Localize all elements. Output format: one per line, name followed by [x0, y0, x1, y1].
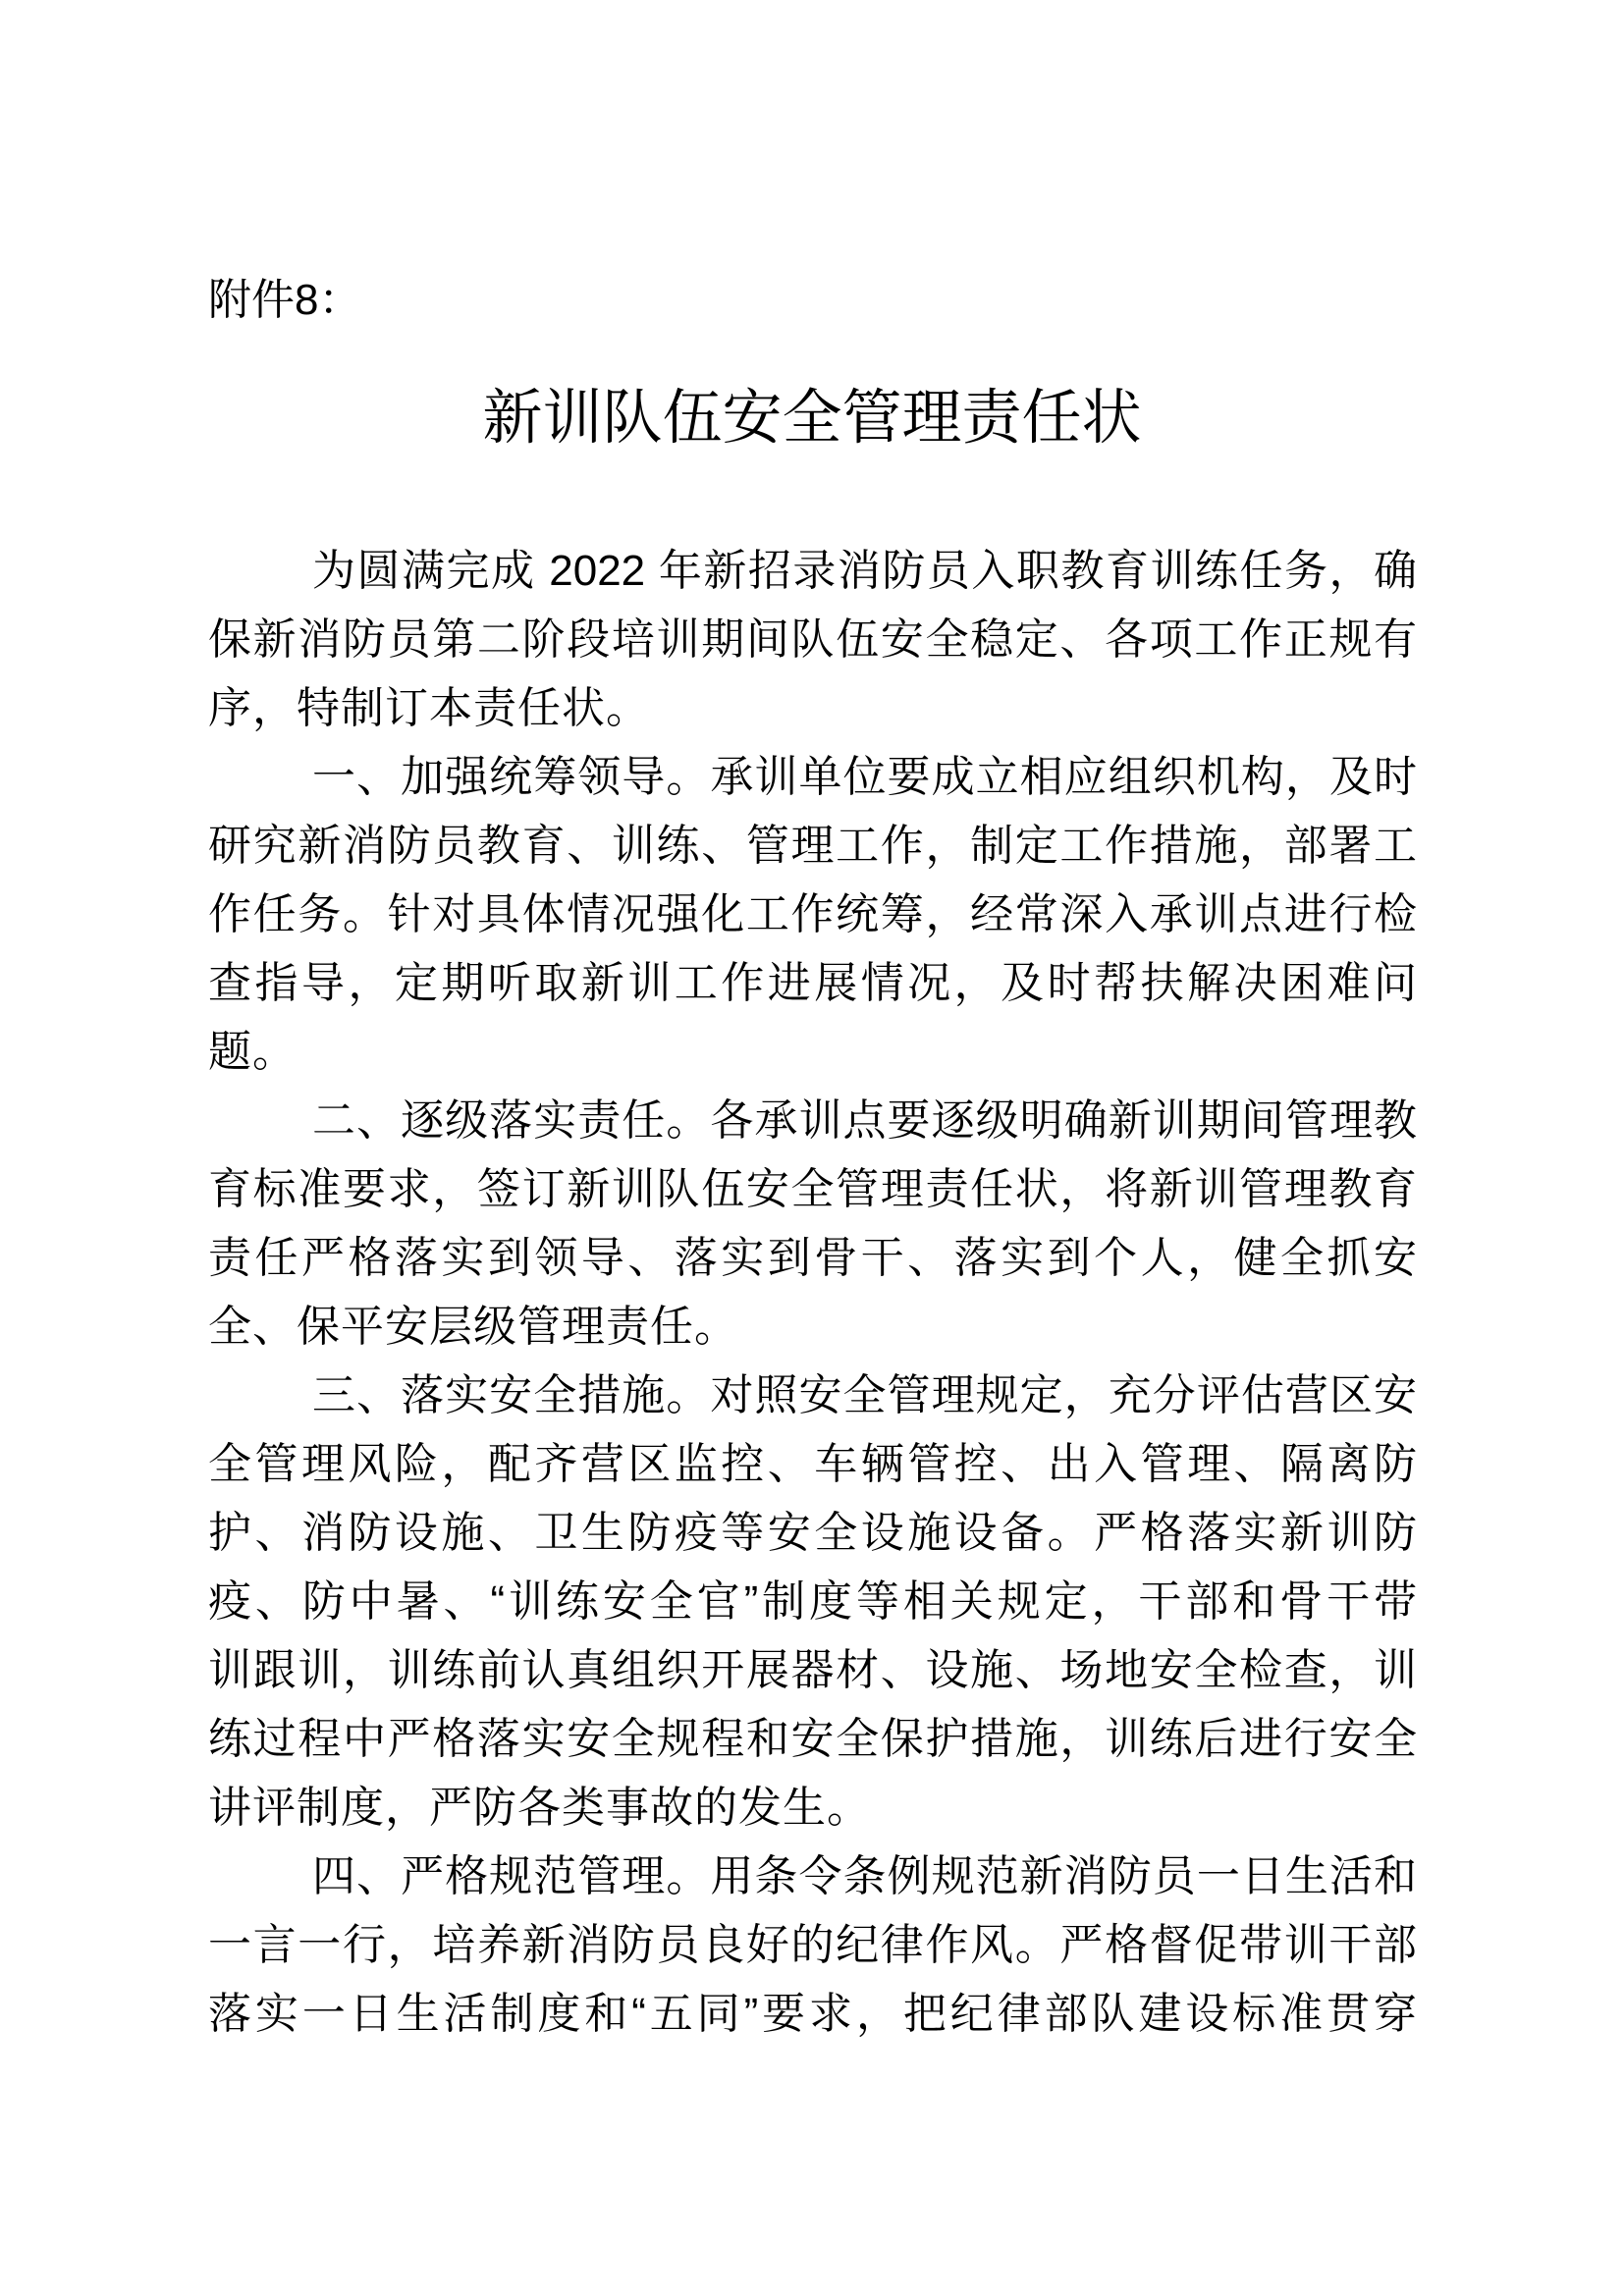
paragraph-2-line-3: 作任务。针对具体情况强化工作统筹，经常深入承训点进行检	[208, 890, 1417, 938]
paragraph-2-line-5: 题。	[208, 1028, 297, 1076]
document-title: 新训队伍安全管理责任状	[482, 384, 1142, 451]
paragraph-2-line-4: 查指导，定期听取新训工作进展情况，及时帮扶解决困难问	[208, 959, 1417, 1007]
paragraph-4-line-7: 讲评制度，严防各类事故的发生。	[208, 1784, 871, 1832]
paragraph-1-line-3: 序，特制订本责任状。	[208, 684, 650, 732]
paragraph-3-line-4: 全、保平安层级管理责任。	[208, 1303, 738, 1351]
paragraph-4-line-5: 训跟训，训练前认真组织开展器材、设施、场地安全检查，训	[208, 1646, 1417, 1694]
paragraph-4-line-1: 三、落实安全措施。对照安全管理规定，充分评估营区安	[312, 1371, 1417, 1419]
paragraph-4-line-2: 全管理风险，配齐营区监控、车辆管控、出入管理、隔离防	[208, 1440, 1417, 1488]
paragraph-5-line-3: 落实一日生活制度和“五同”要求，把纪律部队建设标准贯穿	[208, 1990, 1417, 2038]
paragraph-3-line-2: 育标准要求，签订新训队伍安全管理责任状，将新训管理教育	[208, 1165, 1417, 1213]
paragraph-4-line-3: 护、消防设施、卫生防疫等安全设施设备。严格落实新训防	[208, 1509, 1417, 1557]
paragraph-5-line-1: 四、严格规范管理。用条令条例规范新消防员一日生活和	[312, 1852, 1417, 1900]
paragraph-3-line-1: 二、逐级落实责任。各承训点要逐级明确新训期间管理教	[312, 1096, 1417, 1145]
paragraph-3-line-3: 责任严格落实到领导、落实到骨干、落实到个人，健全抓安	[208, 1234, 1417, 1282]
paragraph-1-line-1: 为圆满完成 2022 年新招录消防员入职教育训练任务，确	[312, 547, 1417, 595]
paragraph-4-line-6: 练过程中严格落实安全规程和安全保护措施，训练后进行安全	[208, 1715, 1417, 1763]
document-body	[208, 537, 1417, 2049]
paragraph-5-line-2: 一言一行，培养新消防员良好的纪律作风。严格督促带训干部	[208, 1921, 1417, 1969]
paragraph-1-line-2: 保新消防员第二阶段培训期间队伍安全稳定、各项工作正规有	[208, 615, 1417, 664]
paragraph-2-line-1: 一、加强统筹领导。承训单位要成立相应组织机构，及时	[312, 753, 1417, 801]
attachment-label: 附件8：	[208, 276, 362, 324]
paragraph-4-line-4: 疫、防中暑、“训练安全官”制度等相关规定，干部和骨干带	[208, 1577, 1417, 1626]
paragraph-2-line-2: 研究新消防员教育、训练、管理工作，制定工作措施，部署工	[208, 822, 1417, 870]
